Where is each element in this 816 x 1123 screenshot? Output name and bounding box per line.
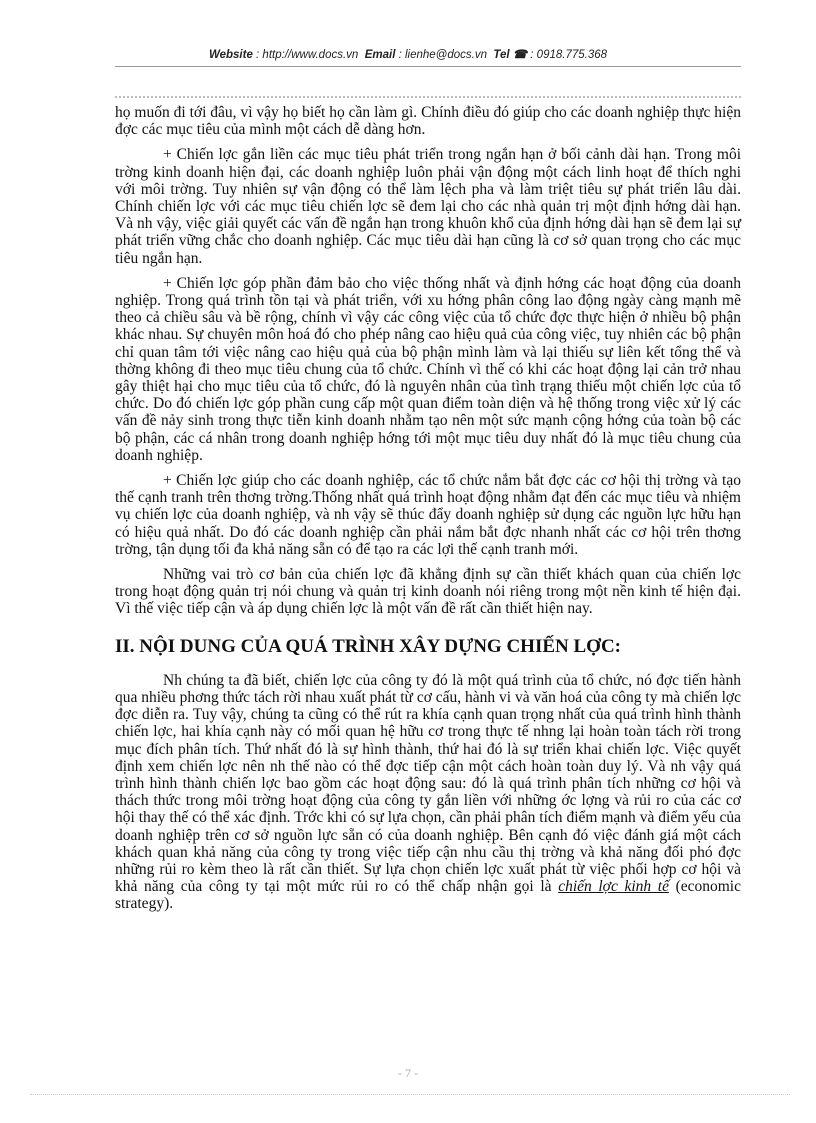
bottom-divider [30, 1094, 790, 1095]
tel-label: Tel ☎ [493, 49, 528, 61]
email-label: Email [364, 49, 396, 61]
paragraph-tail: (economic strategy). [115, 878, 741, 913]
paragraph: + Chiến lợc giúp cho các doanh nghiệp, các tổ chức nắm bắt đợc các cơ hội thị trờng và tạo thế cạnh tranh trên thơng trờng.Thống nhất quá trình hoạt động nhằm đạt đến các mục tiêu và nhiệm vụ chiến lợc của doanh nghiệp, và nh vậy sẽ thúc đẩy doanh nghiệp sử dụng các nguồn lực hữu hạn có hiệu quả nhất. Do đó các doanh nghiệp cần phải nắm bắt đợc nhanh nhất các cơ hội trên thơng trờng, tận dụng tối đa khả năng sẵn có để tạo ra các lợi thế cạnh tranh mới. [115, 472, 741, 558]
tel-value: : 0918.775.368 [530, 49, 608, 61]
page-number: - 7 - [398, 1066, 418, 1080]
section-heading: II. NỘI DUNG CỦA QUÁ TRÌNH XÂY DỰNG CHIẾN LỢC: [115, 635, 621, 657]
document-body [115, 104, 741, 921]
paragraph: + Chiến lợc góp phần đảm bảo cho việc thống nhất và định hớng các hoạt động của doanh nghiệp. Trong quá trình tồn tại và phát triển, với xu hớng phân công lao động ngày càng mạnh mẽ theo cả chiều sâu và bề rộng, chính vì vậy các công việc của tổ chức đợc thực hiện ở nhiều bộ phận khác nhau. Sự chuyên môn hoá đó cho phép nâng cao hiệu quả của công việc, tuy nhiên các bộ phận chỉ quan tâm tới việc nâng cao hiệu quả của bộ phận mình làm và lại thiếu sự liên kết tổng thể và thờng không đi theo mục tiêu chung của tổ chức. Chính vì thế có khi các hoạt động lại cản trở nhau gây thiệt hại cho mục tiêu của tổ chức, đó là nguyên nhân của tình trạng thiếu một chiến lợc của tổ chức. Do đó chiến lợc góp phần cung cấp một quan điểm toàn diện và hệ thống trong việc xử lý các vấn đề nảy sinh trong thực tiễn kinh doanh nhằm tạo nên một sức mạnh cộng hớng của toàn bộ các bộ phận, các cá nhân trong doanh nghiệp hớng tới một mục tiêu duy nhất đó là mục tiêu chung của doanh nghiệp. [115, 274, 741, 464]
website-label: Website [208, 49, 253, 61]
paragraph-text: Nh chúng ta đã biết, chiến lợc của công ty đó là một quá trình của tổ chức, nó đợc tiến hành qua nhiều phơng thức tách rời nhau xuất phát từ cơ cấu, hành vi và văn hoá của công ty mà chiến lợc đợc diễn ra. Tuy vậy, chúng ta cũng có thể rút ra khía cạnh quan trọng nhất của quá trình hình thành chiến lợc, hai khía cạnh này có mối quan hệ hữu cơ trong thực tế nhng lại hoàn toàn tách rời trong mục đích phân tích. Thứ nhất đó là sự hình thành, thứ hai đó là sự triển khai chiến lợc. Việc quyết định xem chiến lợc nên nh thế nào có thể đợc tiếp cận một cách hoàn toàn duy lý. Và nh vậy quá trình hình thành chiến lợc bao gồm các hoạt động sau: đó là quá trình phân tích những cơ hội và thách thức trong môi trờng hoạt động của công ty gắn liền với những ớc lợng và rủi ro của các cơ hội thay thế có thể xác định. Trớc khi có sự lựa chọn, cần phải phân tích điểm mạnh và điểm yếu của doanh nghiệp trên cơ sở nguồn lực sẵn có của doanh nghiệp. Bên cạnh đó việc đánh giá một cách khách quan khả năng của công ty trong việc tiếp cận nhu cầu thị trờng và khả năng đối phó đợc những rủi ro kèm theo là rất cần thiết. Sự lựa chọn chiến lợc xuất phát từ việc phối hợp cơ hội và khả năng của công ty tại một mức rủi ro có thể chấp nhận gọi là [115, 671, 741, 896]
page-header [0, 47, 816, 61]
email-value: : lienhe@docs.vn [398, 49, 487, 61]
paragraph: họ muốn đi tới đâu, vì vậy họ biết họ cần làm gì. Chính điều đó giúp cho các doanh nghiệp thực hiện đợc các mục tiêu của mình một cách dễ dàng hơn. [115, 104, 741, 139]
header-divider [115, 66, 741, 67]
term-chien-luoc-kinh-te: chiến lợc kinh tế [558, 878, 669, 896]
paragraph: Những vai trò cơ bản của chiến lợc đã khẳng định sự cần thiết khách quan của chiến lợc trong hoạt động quản trị nói chung và quản trị kinh doanh nói riêng trong một nền kinh tế hiện đại. Vì thế việc tiếp cận và áp dụng chiến lợc là một vấn đề rất cần thiết hiện nay. [115, 566, 741, 618]
website-value: : http://www.docs.vn [256, 49, 359, 61]
paragraph: + Chiến lợc gắn liền các mục tiêu phát triển trong ngắn hạn ở bối cảnh dài hạn. Trong môi trờng kinh doanh hiện đại, các doanh nghiệp luôn phải vận động một cách linh hoạt để thích nghi với môi trờng. Tuy nhiên sự vận động có thể làm lệch pha và làm triệt tiêu sự phát triển lâu dài. Chính chiến lợc với các mục tiêu chiến lợc sẽ đem lại cho các nhà quản trị một định hớng dài hạn. Và nh vậy, việc giải quyết các vấn đề ngắn hạn trong khuôn khổ của định hớng dài hạn sẽ đem lại sự phát triển vững chắc cho doanh nghiệp. Các mục tiêu dài hạn cũng là cơ sở quan trọng cho các mục tiêu ngắn hạn. [115, 146, 741, 267]
paragraph [115, 672, 741, 913]
dotted-divider [115, 96, 741, 98]
